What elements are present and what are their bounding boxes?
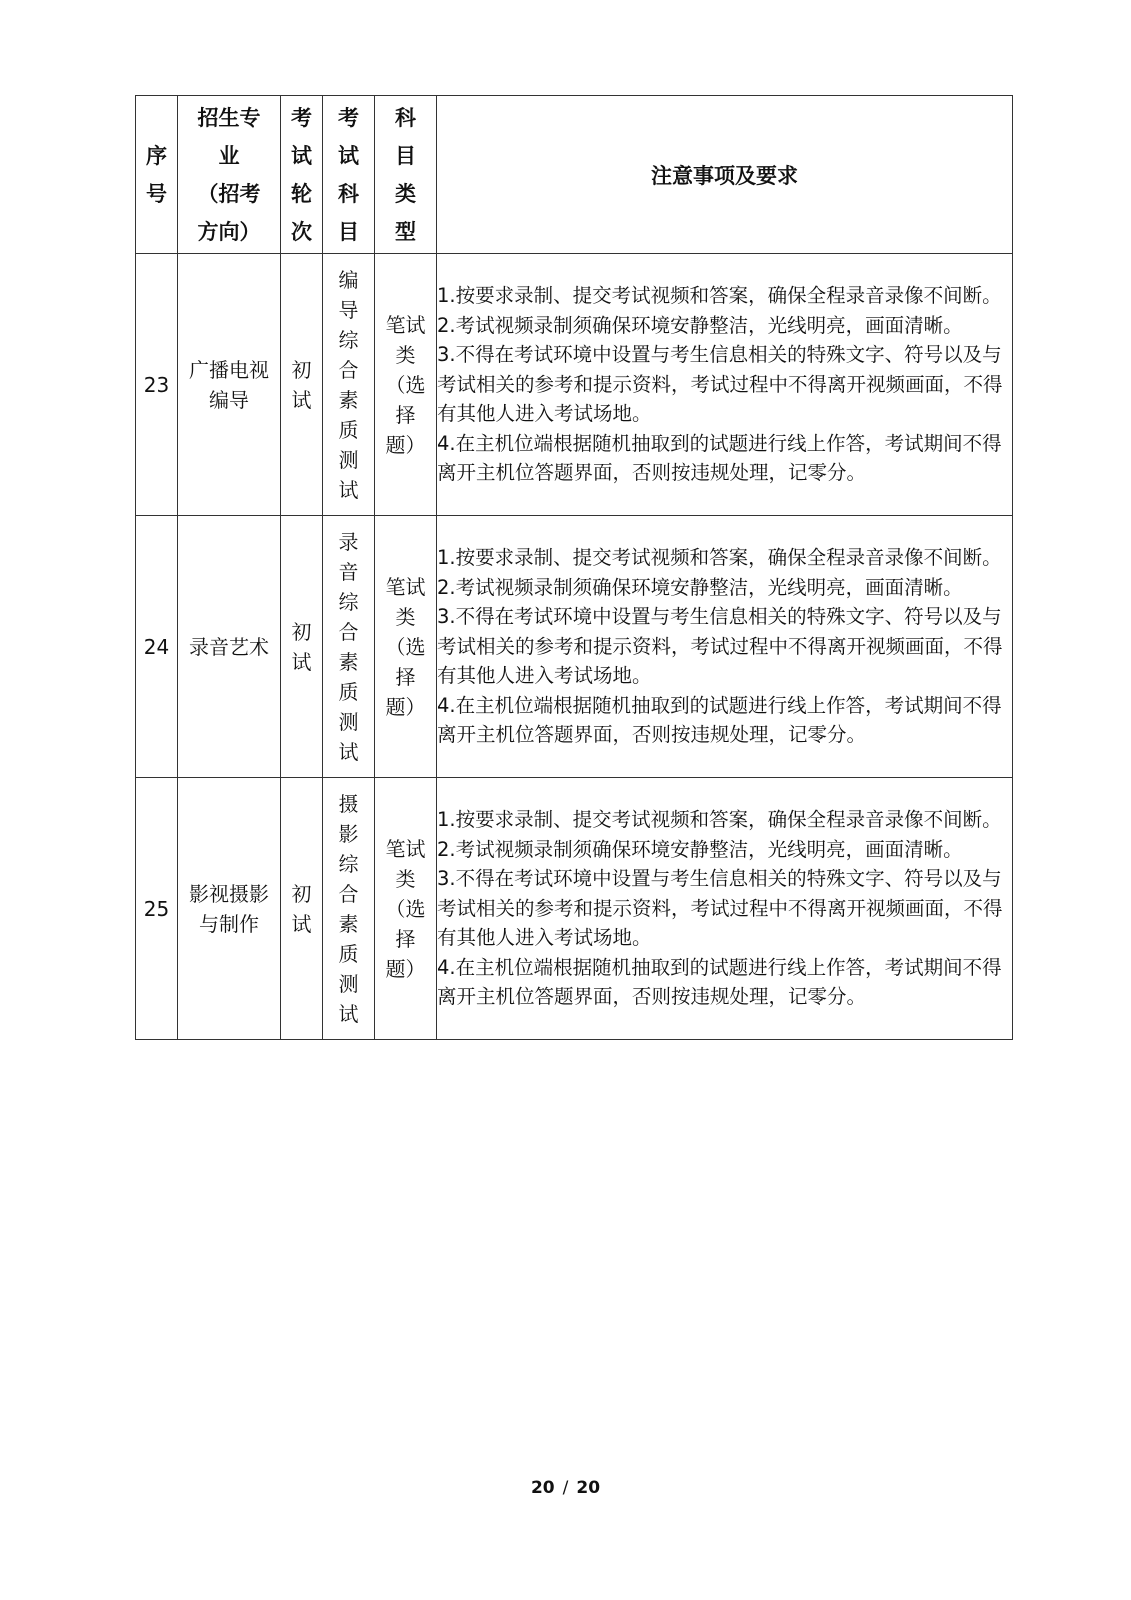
row-type-line: （选 [385, 634, 426, 659]
note-item: 4.在主机位端根据随机抽取到的试题进行线上作答，考试期间不得离开主机位答题界面，否则按违规处理，记零分。 [437, 693, 1002, 747]
row-subject-char: 综 [338, 327, 359, 352]
note-item: 1.按要求录制、提交考试视频和答案，确保全程录音录像不间断。 [437, 808, 1002, 832]
table-row [136, 516, 1013, 778]
row-type-line: 题） [385, 956, 426, 981]
row-type-line: 笔试 [385, 836, 426, 861]
row-type-line: 择 [395, 926, 416, 951]
row-notes [437, 254, 1013, 516]
row-type-line: 择 [395, 664, 416, 689]
note-item: 2.考试视频录制须确保环境安静整洁，光线明亮，画面清晰。 [437, 313, 963, 337]
row-major [178, 516, 281, 778]
row-subject-char: 影 [338, 821, 359, 846]
header-type-char: 科 [395, 105, 416, 130]
row-subject-char: 综 [338, 589, 359, 614]
row-subject-char: 合 [338, 357, 359, 382]
row-type [375, 516, 437, 778]
row-round-char: 试 [291, 911, 312, 936]
note-item: 2.考试视频录制须确保环境安静整洁，光线明亮，画面清晰。 [437, 837, 963, 861]
row-subject-char: 试 [338, 1001, 359, 1026]
row-seq: 23 [136, 254, 178, 516]
row-subject-char: 音 [338, 559, 359, 584]
note-item: 2.考试视频录制须确保环境安静整洁，光线明亮，画面清晰。 [437, 575, 963, 599]
page-number [0, 1478, 1131, 1498]
row-subject-char: 摄 [338, 791, 359, 816]
row-round-char: 初 [291, 357, 312, 382]
row-subject-char: 试 [338, 477, 359, 502]
header-type [375, 96, 437, 254]
header-type-char: 类 [395, 181, 416, 206]
header-seq-line: 序 [146, 143, 167, 168]
row-type-line: （选 [385, 896, 426, 921]
row-major-line: 影视摄影 [189, 881, 269, 906]
row-major-line: 广播电视 [189, 357, 269, 382]
header-notes: 注意事项及要求 [437, 96, 1013, 254]
header-round-char: 考 [291, 105, 312, 130]
current-page-number: 20 [530, 1478, 555, 1498]
page-separator: / [562, 1478, 569, 1498]
header-major-line: 业 [218, 143, 240, 168]
note-item: 4.在主机位端根据随机抽取到的试题进行线上作答，考试期间不得离开主机位答题界面，否则按违规处理，记零分。 [437, 955, 1002, 1009]
row-subject [323, 516, 375, 778]
row-subject-char: 质 [338, 417, 359, 442]
row-subject [323, 778, 375, 1040]
row-type [375, 778, 437, 1040]
row-subject-char: 合 [338, 881, 359, 906]
row-round-char: 初 [291, 881, 312, 906]
row-subject-char: 素 [338, 387, 359, 412]
header-round [281, 96, 323, 254]
row-major [178, 778, 281, 1040]
header-type-char: 目 [395, 143, 416, 168]
header-subject-char: 试 [338, 143, 359, 168]
row-subject-char: 合 [338, 619, 359, 644]
row-type-line: 类 [395, 342, 416, 367]
row-subject-char: 质 [338, 679, 359, 704]
row-type-line: 择 [395, 402, 416, 427]
header-seq [136, 96, 178, 254]
row-type [375, 254, 437, 516]
header-major [178, 96, 281, 254]
row-subject-char: 素 [338, 649, 359, 674]
table-row [136, 778, 1013, 1040]
row-subject-char: 测 [338, 447, 359, 472]
header-major-line: 方向） [197, 219, 261, 244]
row-subject-char: 素 [338, 911, 359, 936]
row-subject [323, 254, 375, 516]
table-row [136, 254, 1013, 516]
row-round [281, 516, 323, 778]
row-subject-char: 录 [338, 529, 359, 554]
row-round-char: 初 [291, 619, 312, 644]
row-subject-char: 质 [338, 941, 359, 966]
header-round-char: 次 [291, 219, 312, 244]
row-round [281, 254, 323, 516]
exam-requirements-table [135, 95, 1013, 1040]
row-major [178, 254, 281, 516]
row-notes [437, 516, 1013, 778]
row-round-char: 试 [291, 387, 312, 412]
row-round [281, 778, 323, 1040]
row-subject-char: 测 [338, 971, 359, 996]
row-type-line: 类 [395, 604, 416, 629]
row-subject-char: 编 [338, 267, 359, 292]
row-subject-char: 测 [338, 709, 359, 734]
row-subject-char: 试 [338, 739, 359, 764]
header-subject [323, 96, 375, 254]
row-seq: 24 [136, 516, 178, 778]
header-round-char: 轮 [291, 181, 312, 206]
note-item: 3.不得在考试环境中设置与考生信息相关的特殊文字、符号以及与考试相关的参考和提示资料，考试过程中不得离开视频画面，不得有其他人进入考试场地。 [437, 343, 1003, 426]
row-type-line: 类 [395, 866, 416, 891]
header-type-char: 型 [395, 219, 416, 244]
header-subject-char: 考 [338, 105, 359, 130]
note-item: 3.不得在考试环境中设置与考生信息相关的特殊文字、符号以及与考试相关的参考和提示资料，考试过程中不得离开视频画面，不得有其他人进入考试场地。 [437, 867, 1003, 950]
row-type-line: 题） [385, 432, 426, 457]
note-item: 4.在主机位端根据随机抽取到的试题进行线上作答，考试期间不得离开主机位答题界面，否则按违规处理，记零分。 [437, 431, 1002, 485]
row-major-line: 录音艺术 [189, 634, 269, 659]
note-item: 1.按要求录制、提交考试视频和答案，确保全程录音录像不间断。 [437, 284, 1002, 308]
row-notes [437, 778, 1013, 1040]
header-major-line: （招考 [197, 181, 261, 206]
row-subject-char: 综 [338, 851, 359, 876]
row-type-line: 题） [385, 694, 426, 719]
row-round-char: 试 [291, 649, 312, 674]
row-type-line: 笔试 [385, 312, 426, 337]
total-page-number: 20 [576, 1478, 601, 1498]
row-major-line: 与制作 [199, 911, 259, 936]
note-item: 1.按要求录制、提交考试视频和答案，确保全程录音录像不间断。 [437, 546, 1002, 570]
row-type-line: （选 [385, 372, 426, 397]
header-major-line: 招生专 [197, 105, 261, 130]
row-major-line: 编导 [209, 387, 249, 412]
row-type-line: 笔试 [385, 574, 426, 599]
header-round-char: 试 [291, 143, 312, 168]
table-header-row [136, 96, 1013, 254]
header-seq-line: 号 [146, 181, 167, 206]
row-seq: 25 [136, 778, 178, 1040]
row-subject-char: 导 [338, 297, 359, 322]
header-subject-char: 科 [338, 181, 359, 206]
note-item: 3.不得在考试环境中设置与考生信息相关的特殊文字、符号以及与考试相关的参考和提示资料，考试过程中不得离开视频画面，不得有其他人进入考试场地。 [437, 605, 1003, 688]
header-subject-char: 目 [338, 219, 359, 244]
